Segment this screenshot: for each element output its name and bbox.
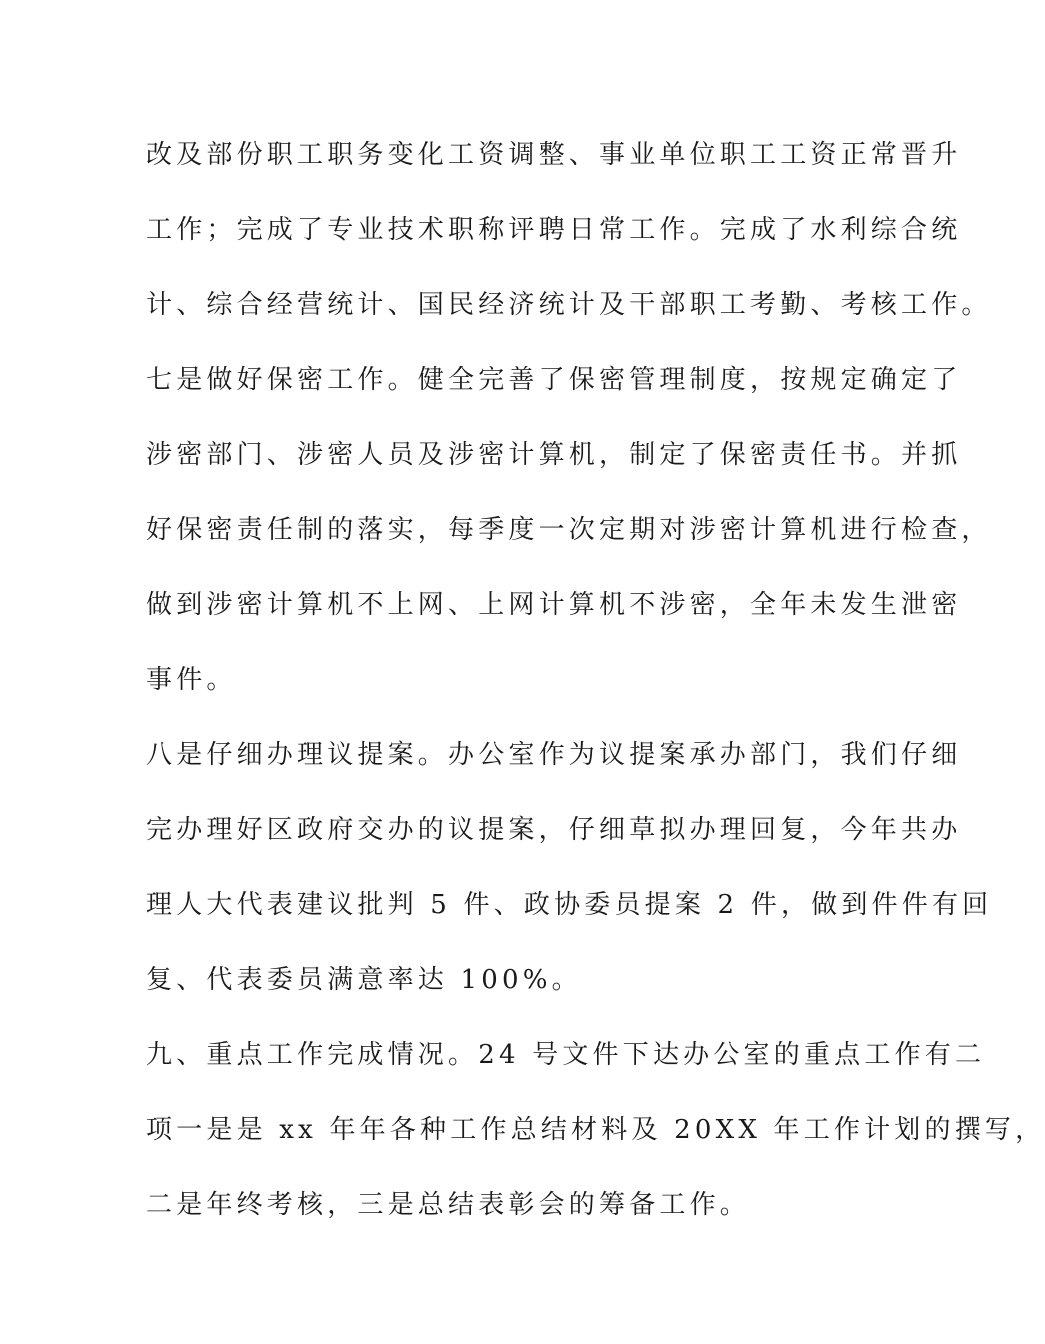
text-line: 八是仔细办理议提案。办公室作为议提案承办部门，我们仔细 [146, 740, 962, 770]
text-line: 九、重点工作完成情况。24 号文件下达办公室的重点工作有二 [146, 1040, 986, 1070]
document-body [146, 132, 1045, 1257]
text-line: 工作；完成了专业技术职称评聘日常工作。完成了水利综合统 [146, 215, 962, 245]
text-line: 改及部份职工职务变化工资调整、事业单位职工工资正常晋升 [146, 140, 962, 170]
text-line: 涉密部门、涉密人员及涉密计算机，制定了保密责任书。并抓 [146, 440, 962, 470]
text-line: 事件。 [146, 665, 237, 695]
text-line: 好保密责任制的落实，每季度一次定期对涉密计算机进行检查， [146, 515, 992, 545]
text-line: 项一是是 xx 年年各种工作总结材料及 20XX 年工作计划的撰写， [146, 1115, 1045, 1145]
text-line: 完办理好区政府交办的议提案，仔细草拟办理回复，今年共办 [146, 815, 962, 845]
text-line: 做到涉密计算机不上网、上网计算机不涉密，全年未发生泄密 [146, 590, 962, 620]
text-line: 复、代表委员满意率达 100%。 [146, 965, 582, 995]
text-line: 理人大代表建议批判 5 件、政协委员提案 2 件，做到件件有回 [146, 890, 993, 920]
text-line: 计、综合经营统计、国民经济统计及干部职工考勤、考核工作。 [146, 290, 992, 320]
text-line: 七是做好保密工作。健全完善了保密管理制度，按规定确定了 [146, 365, 962, 395]
text-line: 二是年终考核，三是总结表彰会的筹备工作。 [146, 1190, 751, 1220]
